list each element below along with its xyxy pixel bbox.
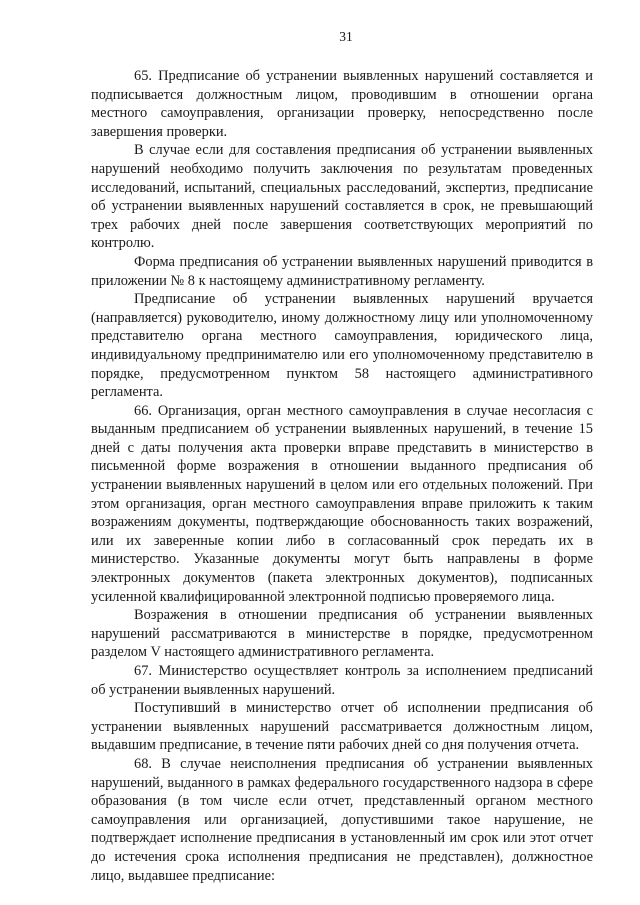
paragraph-66-objections: Возражения в отношении предписания об устранении выявленных нарушений рассматриваются в министерстве в порядке, предусмотренном разделом V настоящего административного регламента. xyxy=(91,607,593,661)
paragraph-65-delivery: Предписание об устранении выявленных нарушений вручается (направляется) руководителю, иному должностному лицу или уполномоченному представителю органа местного самоуправления, юридического лица, индивидуальному предпринимателю или его уполномоченному представителю в порядке, предусмотренном пунктом 58 настоящего административного регламента. xyxy=(91,291,593,401)
paragraph-67: 67. Министерство осуществляет контроль за исполнением предписаний об устранении выявленных нарушений. xyxy=(91,663,593,698)
paragraph-67-report: Поступивший в министерство отчет об исполнении предписания об устранении выявленных нарушений рассматривается должностным лицом, выдавшим предписание, в течение пяти рабочих дней со дня получения отчета. xyxy=(91,700,593,754)
paragraph-65: 65. Предписание об устранении выявленных нарушений составляется и подписывается должностным лицом, проводившим в отношении органа местного самоуправления, организации проверку, непосредственно после завершения проверки. xyxy=(91,68,593,140)
paragraph-68: 68. В случае неисполнения предписания об устранении выявленных нарушений, выданного в рамках федерального государственного надзора в сфере образования (в том числе если отчет, представленный органом местного самоуправления или организацией, допустившими такое нарушение, не подтверждает исполнение предписания в установленный им срок или этот отчет до истечения срока исполнения предписания не представлен), должностное лицо, выдавшее предписание: xyxy=(91,755,593,884)
paragraph-65-conclusions: В случае если для составления предписания об устранении выявленных нарушений необходимо получить заключения по результатам проведенных исследований, испытаний, специальных расследований, экспертиз, предписание об устранении выявленных нарушений составляется в срок, не превышающий трех рабочих дней после завершения соответствующих мероприятий по контролю. xyxy=(91,142,593,252)
page-number: 31 xyxy=(339,29,353,44)
paragraph-66: 66. Организация, орган местного самоуправления в случае несогласия с выданным предписанием об устранении выявленных нарушений, в течение 15 дней с даты получения акта проверки вправе представить в министерство в письменной форме возражения в отношении выданного предписания об устранении выявленных нарушений в целом или его отдельных положений. При этом организация, орган местного самоуправления вправе приложить к таким возражениям документы, подтверждающие обоснованность таких возражений, или их заверенные копии либо в согласованный срок передать их в министерство. Указанные документы могут быть направлены в форме электронных документов (пакета электронных документов), подписанных усиленной квалифицированной электронной подписью проверяемого лица. xyxy=(91,402,593,605)
paragraph-65-form: Форма предписания об устранении выявленных нарушений приводится в приложении № 8 к настоящему административному регламенту. xyxy=(91,253,593,289)
document-page xyxy=(91,28,593,885)
